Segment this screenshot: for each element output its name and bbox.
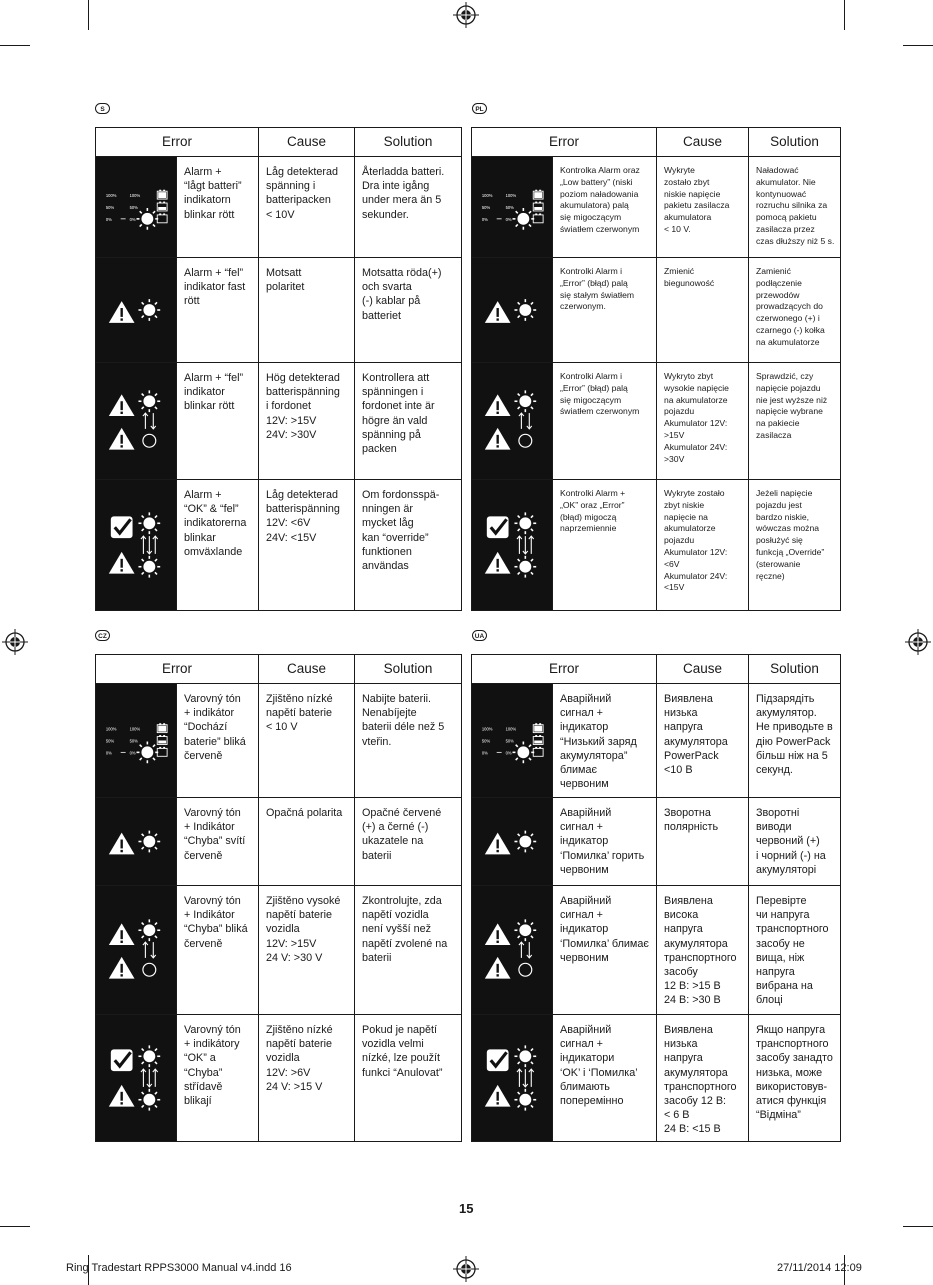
language-badge-se: S [95,103,110,114]
warning-blink-icon [96,886,176,1014]
warning-blink-icon [472,363,552,479]
warning-blink-panel [96,886,177,1015]
warning-blink-panel [472,363,553,480]
header-cause: Cause [259,128,355,157]
warning-alarm-icon [472,798,552,885]
registration-mark-icon [2,629,28,655]
table-row [96,480,462,611]
footer-file-name: Ring Tradestart RPPS3000 Manual v4.indd 16 [66,1262,292,1274]
cause-cell: Zjištěno nízké napětí baterie vozidla 12V: >6V 24 V: >15 V [259,1015,355,1142]
battery-indicator-panel [472,684,553,798]
error-cell: Varovný tón + Indikátor “Chyba” svítí červeně [177,798,259,886]
error-cell: Kontrolki Alarm + „OK” oraz „Error” (błąd) migoczą naprzemiennie [553,480,657,611]
battery-level-label: 0% [481,216,488,222]
warning-blink-panel [96,363,177,480]
battery-level-label: 0% [105,216,112,222]
error-light-on-icon [514,919,536,941]
alternating-arrows-icon [141,536,158,554]
cause-cell: Låg detekterad spänning i batteripacken < 10V [259,157,355,258]
solution-cell: Zamienić podłączenie przewodów prowadzących do czerwonego (+) i czarnego (-) kołka na akumulatorze [749,258,841,363]
error-cell: Varovný tón + Indikátor “Chyba” bliká červeně [177,886,259,1015]
battery-half-icon [157,735,167,744]
warning-triangle-icon [109,428,135,450]
header-error: Error [472,655,657,684]
table-row [472,363,841,480]
table-row [96,798,462,886]
warning-triangle-icon [485,1085,511,1107]
warning-blink-panel [472,886,553,1015]
solution-cell: Підзарядіть акумулятор. Не приводьте в дію PowerPack більш ніж на 5 секунд. [749,684,841,798]
battery-level-label: 50% [505,204,514,210]
solution-cell: Зворотні виводи червоний (+) і чорний (-) на акумуляторі [749,798,841,886]
warning-triangle-icon [109,552,135,574]
error-cell: Alarm + “fel” indikator fast rött [177,258,259,363]
battery-level-label: 0% [505,750,512,756]
battery-level-label: 50% [105,204,115,210]
registration-mark-icon [905,629,931,655]
ok-warning-alternating-panel [472,1015,553,1142]
ok-warning-alternating-panel [472,480,553,611]
cause-cell: Виявлена низька напруга акумулятора транспортного засобу 12 В: < 6 В 24 В: <15 В [657,1015,749,1142]
table-row [472,157,841,258]
battery-level-label: 50% [129,738,138,744]
battery-indicator-panel [96,684,177,798]
error-cell: Alarm + “OK” & “fel” indikatorerna blinkar omväxlande [177,480,259,611]
battery-level-label: 50% [481,204,491,210]
battery-level-label: 100% [505,726,517,732]
alternating-arrows-icon [143,413,156,429]
error-light-off-icon [519,434,532,447]
table-row [472,258,841,363]
battery-half-icon [533,202,543,211]
footer-date-time: 27/11/2014 12:09 [777,1262,862,1274]
table-row [472,798,841,886]
battery-full-icon [533,723,543,732]
header-cause: Cause [657,128,749,157]
checkmark-icon [111,1049,133,1071]
error-light-icon [514,1089,536,1111]
warning-triangle-icon [109,1085,135,1107]
alternating-arrows-icon [517,536,534,554]
error-cell: Varovný tón + indikátory “OK” a “Chyba” střídavě blikají [177,1015,259,1142]
alternating-arrows-icon [143,942,156,958]
table-row [96,684,462,798]
warning-triangle-icon [485,957,511,979]
warning-triangle-icon [485,552,511,574]
header-error: Error [472,128,657,157]
alarm-light-icon [514,831,536,853]
troubleshooting-table-ua [471,654,841,1142]
page-number: 15 [459,1201,474,1216]
battery-full-icon [533,190,543,199]
header-solution: Solution [749,128,841,157]
header-cause: Cause [657,655,749,684]
warning-alarm-icon [96,258,176,362]
alarm-light-icon [138,299,160,321]
cause-cell: Låg detekterad batterispänning 12V: <6V 24V: <15V [259,480,355,611]
table-row [96,157,462,258]
alarm-light-icon [514,299,536,321]
error-light-on-icon [138,919,160,941]
solution-cell: Sprawdzić, czy napięcie pojazdu nie jest wyższe niż napięcie wybrane na pakiecie zasilacza [749,363,841,480]
error-light-off-icon [143,434,156,447]
cause-cell: Zmienić biegunowość [657,258,749,363]
cause-cell: Wykryto zbyt wysokie napięcie na akumulatorze pojazdu Akumulator 12V: >15V Akumulator 24V: >30V [657,363,749,480]
ok-warning-alternating-icon [472,1015,552,1141]
solution-cell: Opačné červené (+) a černé (-) ukazatele na baterii [355,798,462,886]
solution-cell: Якщо напруга транспортного засобу занадто низька, може використовув- атися функція “Відміна” [749,1015,841,1142]
warning-triangle-icon [109,923,135,945]
solution-cell: Kontrollera att spänningen i fordonet inte är högre än vald spänning på packen [355,363,462,480]
crop-mark [903,1226,933,1227]
table-row [96,258,462,363]
cause-cell: Hög detekterad batterispänning i fordonet 12V: >15V 24V: >30V [259,363,355,480]
table-row [472,886,841,1015]
warning-blink-icon [96,363,176,479]
troubleshooting-table-cz [95,654,462,1142]
ok-warning-alternating-icon [96,480,176,610]
warning-blink-icon [472,886,552,1014]
error-light-off-icon [519,963,532,976]
cause-cell: Виявлена низька напруга акумулятора PowerPack <10 В [657,684,749,798]
solution-cell: Nabijte baterii. Nenabíjejte baterii déle než 5 vteřin. [355,684,462,798]
ok-light-icon [138,512,160,534]
error-cell: Alarm + “lågt batteri” indikatorn blinkar rött [177,157,259,258]
warning-triangle-icon [109,957,135,979]
solution-cell: Naładować akumulator. Nie kontynuować rozruchu silnika za pomocą pakietu zasilacza przez czas dłuższy niż 5 s. [749,157,841,258]
warning-alarm-icon [96,798,176,885]
ok-warning-alternating-panel [96,480,177,611]
ok-light-icon [514,512,536,534]
header-solution: Solution [355,128,462,157]
solution-cell: Återladda batteri. Dra inte igång under mera än 5 sekunder. [355,157,462,258]
error-cell: Аварійний сигнал + індикатор ‘Помилка’ блимає червоним [553,886,657,1015]
error-cell: Kontrolki Alarm i „Error” (błąd) palą się migoczącym światłem czerwonym [553,363,657,480]
battery-half-icon [157,202,167,211]
solution-cell: Перевірте чи напруга транспортного засобу не вища, ніж напруга вибрана на блоці [749,886,841,1015]
language-badge-pl: PL [472,103,487,114]
header-solution: Solution [749,655,841,684]
ok-warning-alternating-icon [472,480,552,610]
error-light-icon [138,556,160,578]
warning-triangle-icon [485,301,511,323]
battery-level-label: 100% [481,726,493,732]
ok-light-icon [138,1045,160,1067]
header-error: Error [96,655,259,684]
cause-cell: Zjištěno nízké napětí baterie < 10 V [259,684,355,798]
error-light-off-icon [143,963,156,976]
alarm-light-icon [138,831,160,853]
checkmark-icon [111,516,133,538]
troubleshooting-table-pl [471,127,841,611]
battery-full-icon [157,723,167,732]
warning-alarm-panel [96,258,177,363]
crop-mark [0,45,30,46]
battery-empty-icon [533,213,543,222]
error-cell: Kontrolka Alarm oraz „Low battery” (niski poziom naładowania akumulatora) palą się migoczącym światłem czerwonym [553,157,657,258]
battery-level-label: 100% [505,193,517,199]
cause-cell: Виявлена висока напруга акумулятора транспортного засобу 12 В: >15 В 24 В: >30 В [657,886,749,1015]
warning-alarm-panel [472,258,553,363]
table-row [472,480,841,611]
cause-cell: Зворотна полярність [657,798,749,886]
error-cell: Varovný tón + indikátor “Dochází baterie” bliká červeně [177,684,259,798]
battery-indicator-panel [472,157,553,258]
crop-mark [844,0,845,30]
crop-mark [88,0,89,30]
error-cell: Alarm + “fel” indikator blinkar rött [177,363,259,480]
table-row [96,363,462,480]
error-light-on-icon [138,390,160,412]
battery-level-label: 100% [129,726,141,732]
table-row [472,684,841,798]
solution-cell: Motsatta röda(+) och svarta (-) kablar på batteriet [355,258,462,363]
battery-level-label: 100% [105,193,117,199]
battery-level-label: 50% [481,738,491,744]
battery-empty-icon [533,747,543,756]
error-light-icon [514,556,536,578]
cause-cell: Opačná polarita [259,798,355,886]
battery-indicator-icon [96,157,176,257]
error-light-on-icon [514,390,536,412]
checkmark-icon [487,1049,509,1071]
battery-level-label: 100% [481,193,493,199]
battery-level-label: 50% [105,738,115,744]
alarm-light-icon [136,208,158,230]
error-cell: Kontrolki Alarm i „Error” (błąd) palą się stałym światłem czerwonym. [553,258,657,363]
troubleshooting-table-se [95,127,462,611]
alternating-arrows-icon [517,1069,534,1087]
warning-triangle-icon [485,923,511,945]
crop-mark [0,1226,30,1227]
error-cell: Аварійний сигнал + індикатори ‘OK’ і ‘Помилка’ блимають поперемінно [553,1015,657,1142]
header-cause: Cause [259,655,355,684]
battery-level-label: 0% [505,216,512,222]
battery-indicator-panel [96,157,177,258]
warning-alarm-icon [472,258,552,362]
solution-cell: Pokud je napětí vozidla velmi nízké, lze použít funkci “Anulovat” [355,1015,462,1142]
alarm-light-icon [136,741,158,763]
alternating-arrows-icon [519,413,532,429]
battery-half-icon [533,735,543,744]
alarm-light-icon [512,208,534,230]
battery-level-label: 0% [129,750,136,756]
battery-level-label: 50% [505,738,514,744]
warning-triangle-icon [109,833,135,855]
solution-cell: Jeżeli napięcie pojazdu jest bardzo niskie, wówczas można posłużyć się funkcją „Override” (sterowanie ręczne) [749,480,841,611]
warning-alarm-panel [96,798,177,886]
battery-level-label: 100% [105,726,117,732]
alternating-arrows-icon [519,942,532,958]
cause-cell: Zjištěno vysoké napětí baterie vozidla 12V: >15V 24 V: >30 V [259,886,355,1015]
battery-empty-icon [157,213,167,222]
battery-indicator-icon [472,684,552,797]
battery-level-label: 100% [129,193,141,199]
warning-triangle-icon [109,394,135,416]
language-badge-cz: CZ [95,630,110,641]
cause-cell: Wykryte zostało zbyt niskie napięcie na akumulatorze pojazdu Akumulator 12V: <6V Akumulator 24V: <15V [657,480,749,611]
solution-cell: Om fordonsspä- nningen är mycket låg kan “override” funktionen användas [355,480,462,611]
battery-full-icon [157,190,167,199]
table-row [472,1015,841,1142]
battery-level-label: 50% [129,204,138,210]
ok-warning-alternating-icon [96,1015,176,1141]
error-cell: Аварійний сигнал + індикатор “Низький заряд акумулятора” блимає червоним [553,684,657,798]
error-light-icon [138,1089,160,1111]
crop-mark [903,45,933,46]
header-error: Error [96,128,259,157]
header-solution: Solution [355,655,462,684]
warning-triangle-icon [485,394,511,416]
table-row [96,886,462,1015]
alternating-arrows-icon [141,1069,158,1087]
battery-indicator-icon [472,157,552,257]
warning-alarm-panel [472,798,553,886]
alarm-light-icon [512,741,534,763]
registration-mark-icon [453,1256,479,1282]
battery-level-label: 0% [105,750,112,756]
solution-cell: Zkontrolujte, zda napětí vozidla není vyšší než napětí zvolené na baterii [355,886,462,1015]
ok-light-icon [514,1045,536,1067]
battery-level-label: 0% [129,216,136,222]
battery-empty-icon [157,747,167,756]
warning-triangle-icon [485,428,511,450]
battery-level-label: 0% [481,750,488,756]
checkmark-icon [487,516,509,538]
cause-cell: Motsatt polaritet [259,258,355,363]
warning-triangle-icon [485,833,511,855]
warning-triangle-icon [109,301,135,323]
table-row [96,1015,462,1142]
language-badge-ua: UA [472,630,487,641]
battery-indicator-icon [96,684,176,797]
error-cell: Аварійний сигнал + індикатор ‘Помилка’ горить червоним [553,798,657,886]
registration-mark-icon [453,2,479,28]
ok-warning-alternating-panel [96,1015,177,1142]
cause-cell: Wykryte zostało zbyt niskie napięcie pakietu zasilacza akumulatora < 10 V. [657,157,749,258]
